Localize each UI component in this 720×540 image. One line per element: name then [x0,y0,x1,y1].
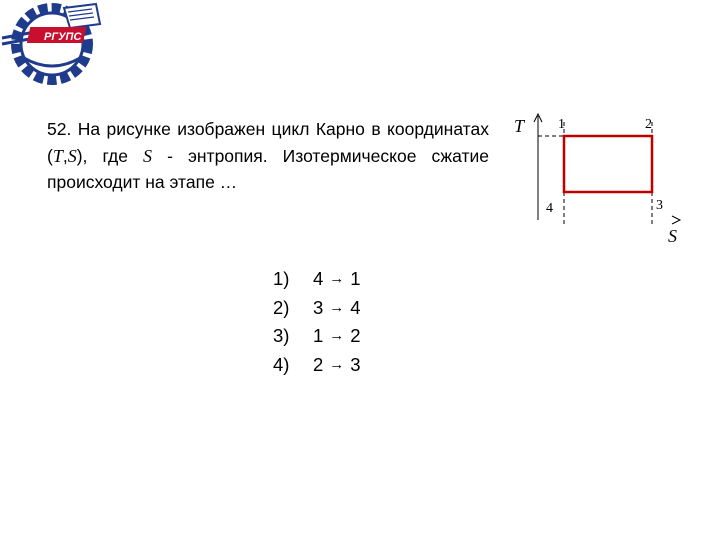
question-part-1: На рисунке изображен цикл Карно в координатах ( [47,119,489,166]
answer-option-3[interactable] [273,322,361,351]
axis-label-t: T [514,116,525,136]
answer-to: 4 [350,296,361,318]
right-arrow-icon: → [329,327,345,344]
answer-option-4[interactable] [273,351,361,380]
axis-label-s: S [668,226,677,246]
rgups-logo [0,0,106,86]
answer-from: 3 [313,296,324,318]
answer-number: 3) [273,325,290,346]
cycle-rectangle [564,136,652,192]
carnot-cycle-diagram [508,108,688,248]
var-s-entropy: S [143,145,153,166]
answer-to: 1 [350,268,361,289]
answer-to: 2 [350,325,361,346]
var-s: S [67,145,77,166]
question-part-3: - энтропия. Изотермическое сжатие происходит на этапе … [47,145,489,192]
answer-option-1[interactable] [273,265,361,294]
answer-option-2[interactable] [273,294,361,323]
comma: , [62,145,68,166]
point-label-4: 4 [546,201,553,216]
point-label-1: 1 [558,117,565,132]
var-t: T [52,145,63,166]
answer-from: 4 [313,268,324,289]
right-arrow-icon: → [329,355,345,373]
right-arrow-icon: → [329,270,345,287]
answer-to: 3 [350,353,361,375]
point-label-3: 3 [656,198,663,213]
answer-list [273,265,361,379]
question-text [47,116,489,196]
right-arrow-icon: → [329,298,345,316]
answer-number: 4) [273,353,290,375]
question-number: 52. [47,119,72,139]
logo-text: РГУПС [44,31,82,43]
question-part-2: ), где [76,145,128,166]
point-label-2: 2 [645,117,652,132]
answer-from: 2 [313,353,324,375]
answer-number: 1) [273,268,290,289]
answer-number: 2) [273,296,290,318]
s-axis-arrow [672,216,680,224]
answer-from: 1 [313,325,324,346]
